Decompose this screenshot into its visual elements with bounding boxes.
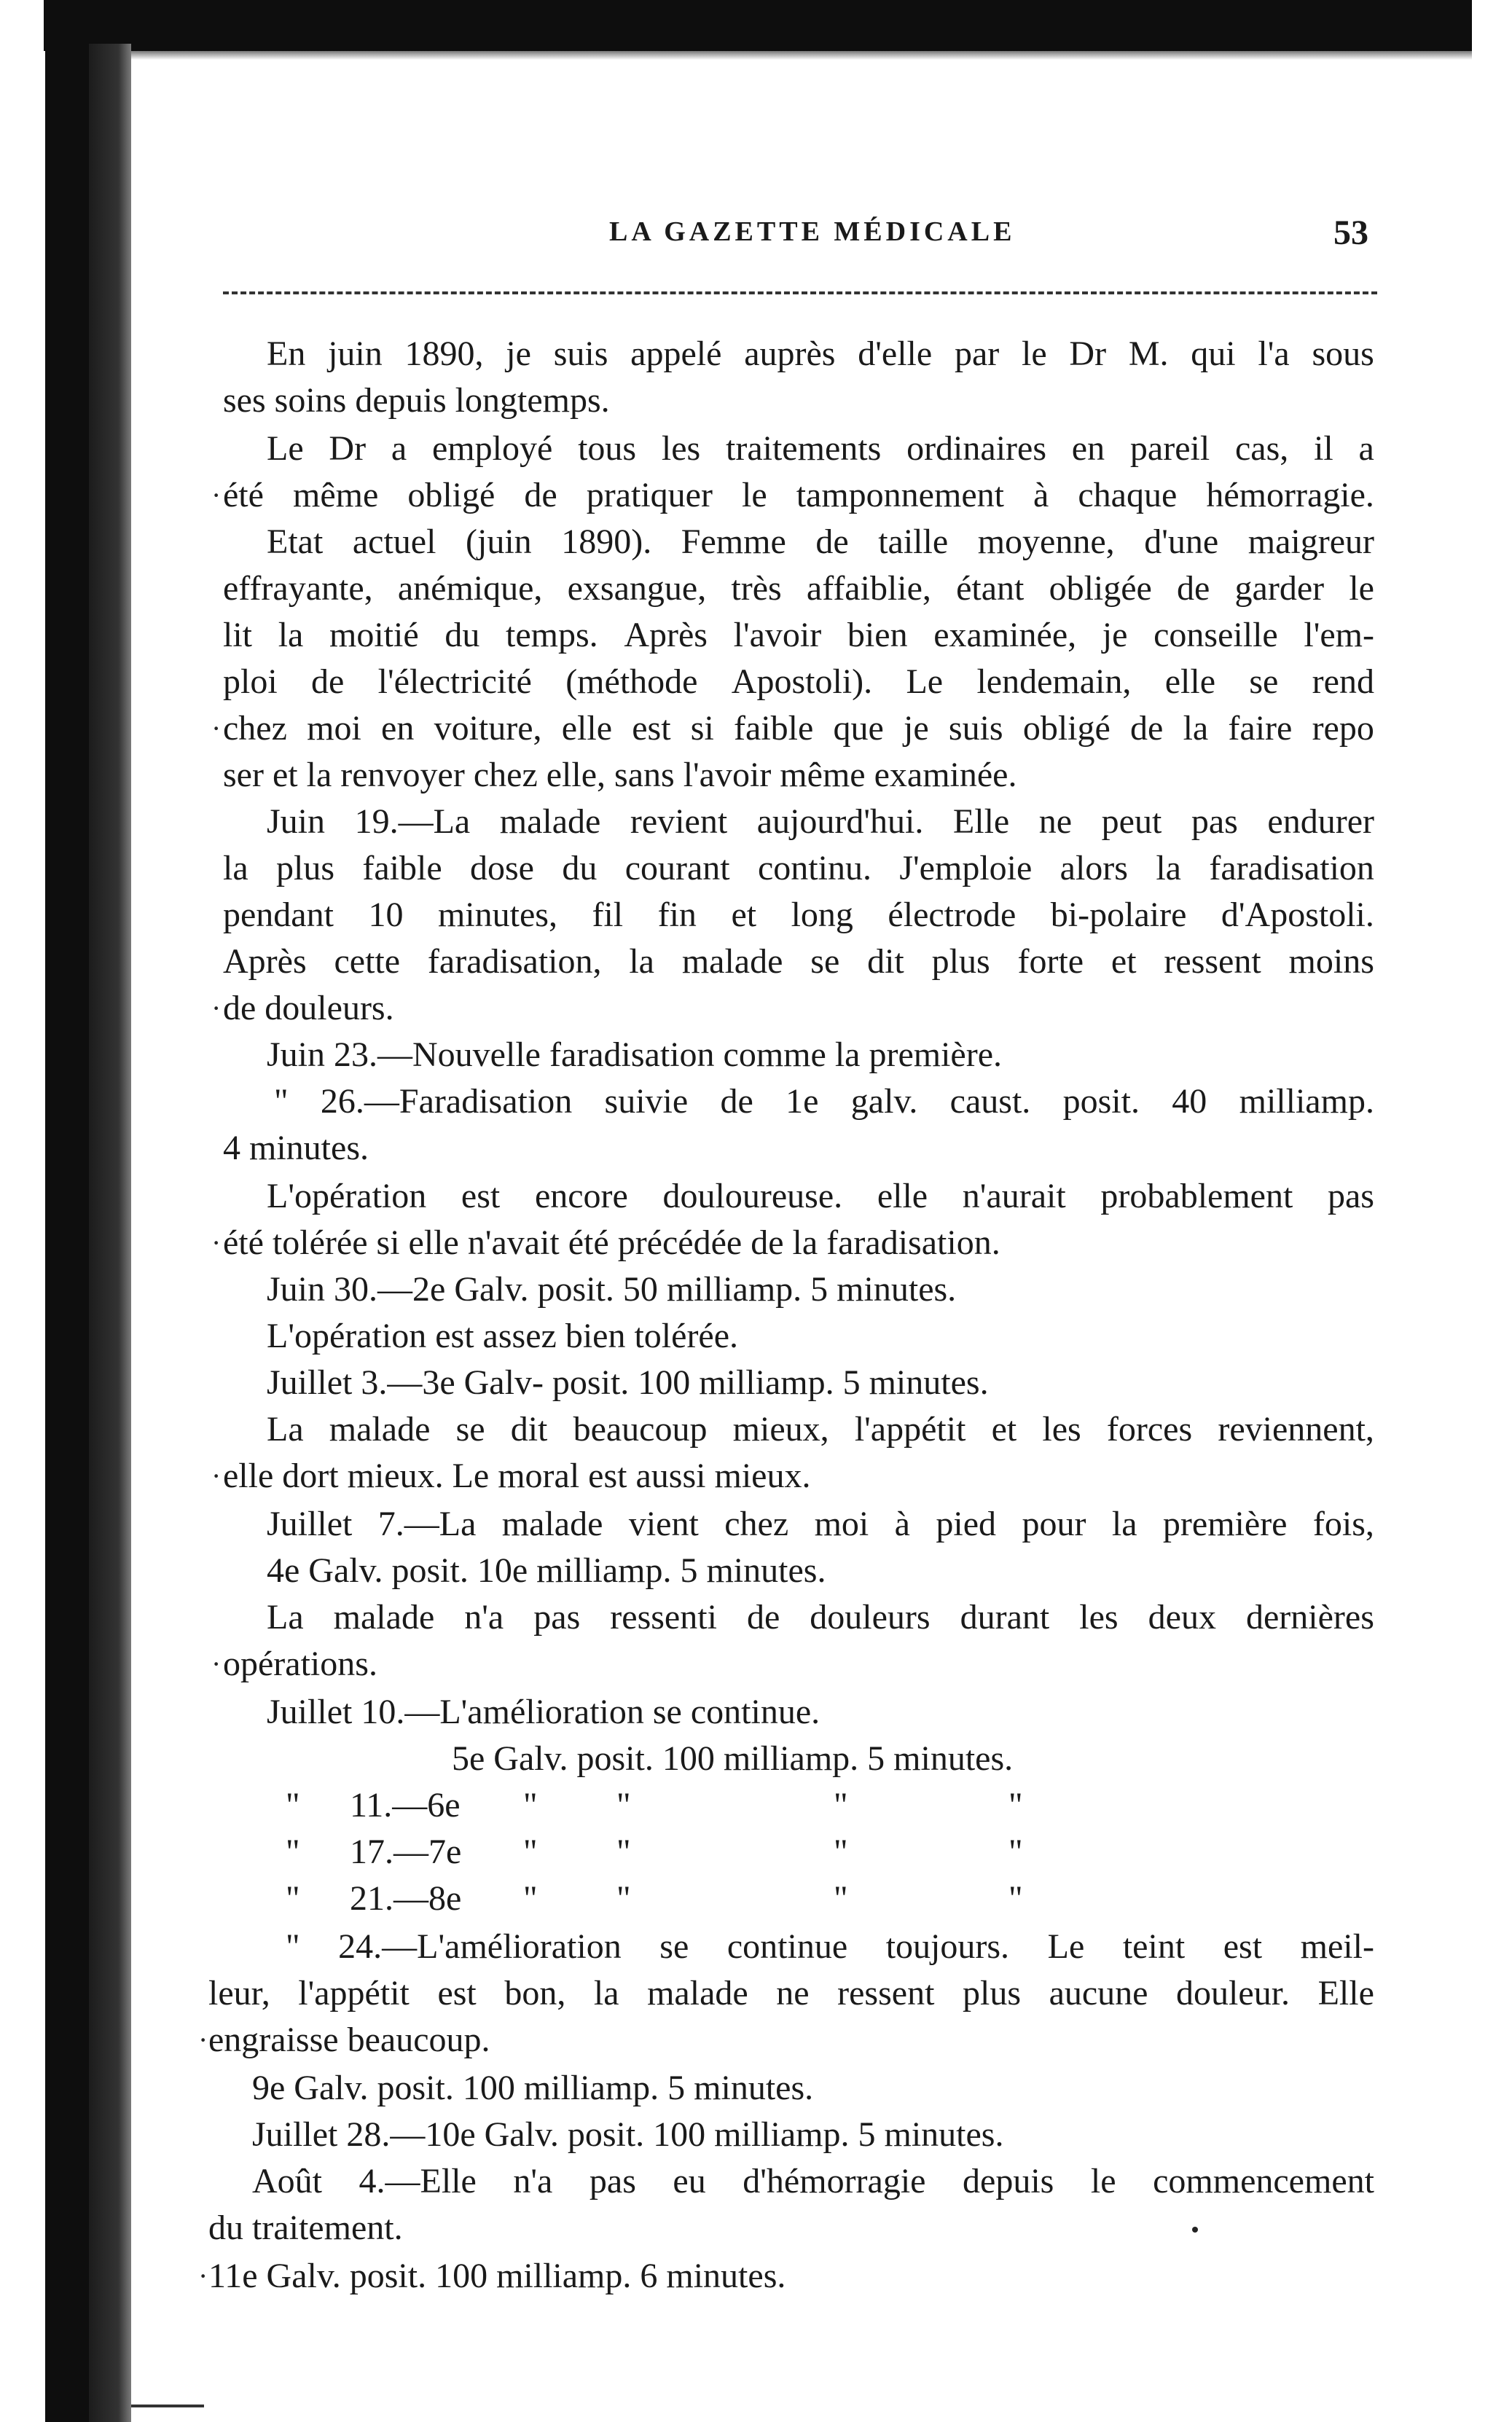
text-line — [223, 845, 1374, 892]
word: en — [381, 709, 415, 748]
word: se — [659, 1927, 689, 1966]
word: l'avoir — [733, 616, 822, 654]
word: deux — [1148, 1598, 1216, 1637]
word: meil- — [1300, 1927, 1374, 1966]
text-line: de douleurs. — [223, 989, 394, 1027]
word: continue — [726, 1927, 848, 1966]
word: beaucoup — [573, 1410, 708, 1449]
running-head — [0, 213, 1512, 259]
word: taille — [878, 522, 949, 561]
text-line — [267, 1501, 1374, 1548]
word: est — [1223, 1927, 1263, 1966]
word: n'a — [464, 1598, 504, 1637]
journal-title: LA GAZETTE MÉDICALE — [609, 216, 1016, 247]
word: continu. — [758, 849, 871, 887]
word: malade — [681, 942, 783, 981]
word: aucune — [1049, 1974, 1148, 2013]
word: étant — [956, 569, 1025, 608]
word: obligé — [1022, 709, 1111, 748]
word: probablement — [1100, 1177, 1293, 1215]
word: elle — [1164, 662, 1215, 701]
word: suivie — [604, 1082, 689, 1121]
word: 10 — [368, 895, 404, 934]
word: minutes, — [437, 895, 557, 934]
word: vient — [628, 1505, 699, 1543]
word: malade — [499, 802, 601, 841]
margin-mark: · — [211, 479, 222, 512]
word: chez — [724, 1505, 789, 1543]
word: douleurs — [810, 1598, 931, 1637]
word: pas — [1328, 1177, 1374, 1215]
word: malade — [333, 1598, 435, 1637]
word: Juin — [267, 802, 326, 841]
word: depuis — [963, 2162, 1054, 2200]
text-line — [267, 1594, 1374, 1641]
word: ressent — [837, 1974, 935, 2013]
word: faradisation — [1209, 849, 1374, 887]
word: 19.—La — [354, 802, 471, 841]
text-line: 9e Galv. posit. 100 milliamp. 5 minutes. — [252, 2069, 814, 2107]
margin-mark: · — [211, 992, 222, 1024]
word: de — [524, 476, 557, 514]
text-line — [267, 519, 1374, 565]
text-line: du traitement. — [208, 2209, 403, 2247]
word: reviennent, — [1218, 1410, 1374, 1449]
word: a — [391, 429, 407, 468]
word: suis — [553, 334, 608, 373]
word: plus — [276, 849, 335, 887]
word: auprès — [744, 334, 836, 373]
word: peut — [1101, 802, 1162, 841]
word: douleur. — [1176, 1974, 1290, 2013]
text-line: Juillet 3.—3e Galv- posit. 100 milliamp. 5 minutes. — [267, 1363, 989, 1402]
word: obligé — [407, 476, 495, 514]
word: bien — [847, 616, 908, 654]
word: malade — [501, 1505, 603, 1543]
word: hémorragie. — [1206, 476, 1374, 514]
word: et — [731, 895, 757, 934]
word: de — [746, 1598, 780, 1637]
word: bi-polaire — [1050, 895, 1187, 934]
word: effrayante, — [223, 569, 373, 608]
word: n'a — [513, 2162, 553, 2200]
word: La — [267, 1410, 304, 1449]
word: d'une — [1144, 522, 1219, 561]
word: il — [1314, 429, 1333, 468]
word: Août — [252, 2162, 322, 2200]
word: Elle — [1317, 1974, 1374, 2013]
word: moins — [1288, 942, 1374, 981]
text-line — [223, 472, 1374, 519]
text-line — [267, 1173, 1374, 1220]
margin-mark: · — [211, 1459, 222, 1492]
word: employé — [431, 429, 553, 468]
word: ne — [776, 1974, 810, 2013]
word: " — [274, 1082, 289, 1121]
word: et — [1111, 942, 1137, 981]
word: M. — [1128, 334, 1169, 373]
word: le — [1349, 569, 1374, 608]
text-line — [223, 565, 1374, 612]
word: obligée — [1049, 569, 1152, 608]
word: (méthode — [565, 662, 698, 701]
word: l'a — [1258, 334, 1290, 373]
word: que — [833, 709, 884, 748]
word: Le — [267, 429, 304, 468]
word: elle — [877, 1177, 928, 1215]
word: pratiquer — [586, 476, 713, 514]
text-line — [223, 892, 1374, 938]
word: la — [278, 616, 304, 654]
margin-mark: · — [198, 2260, 208, 2292]
word: les — [1042, 1410, 1081, 1449]
word: est — [461, 1177, 501, 1215]
header-rule — [223, 291, 1377, 294]
word: la — [629, 942, 654, 981]
word: courant — [624, 849, 730, 887]
word: mieux, — [732, 1410, 829, 1449]
word: la — [593, 1974, 619, 2013]
word: fil — [592, 895, 624, 934]
word: J'emploie — [899, 849, 1033, 887]
word: forte — [1017, 942, 1084, 981]
text-line — [223, 612, 1374, 659]
word: la — [1156, 849, 1181, 887]
scan-border-bottom — [131, 2405, 204, 2407]
word: tous — [578, 429, 637, 468]
text-line: engraisse beaucoup. — [208, 2021, 490, 2059]
word: cas, — [1234, 429, 1289, 468]
word: pour — [1022, 1505, 1086, 1543]
word: n'aurait — [962, 1177, 1066, 1215]
word: si — [690, 709, 714, 748]
word: forces — [1106, 1410, 1193, 1449]
word: plus — [931, 942, 990, 981]
word: faible — [362, 849, 442, 887]
text-line — [274, 1078, 1374, 1125]
word: toujours. — [885, 1927, 1010, 1966]
word: ploi — [223, 662, 278, 701]
word: est — [632, 709, 671, 748]
word: de — [815, 522, 849, 561]
word: pas — [533, 1598, 581, 1637]
text-line — [267, 331, 1374, 377]
word: pareil — [1129, 429, 1210, 468]
word: de — [311, 662, 345, 701]
word: Le — [906, 662, 944, 701]
text-line: opérations. — [223, 1645, 377, 1683]
word: le — [1090, 2162, 1116, 2200]
text-line — [223, 659, 1374, 705]
word: malade — [329, 1410, 431, 1449]
text-line — [267, 799, 1374, 845]
word: actuel — [352, 522, 436, 561]
word: suis — [948, 709, 1003, 748]
word: teint — [1122, 1927, 1186, 1966]
word: pas — [589, 2162, 636, 2200]
word: par — [954, 334, 1000, 373]
word: traitements — [726, 429, 882, 468]
word: commencement — [1153, 2162, 1374, 2200]
word: long — [791, 895, 853, 934]
word: électrode — [888, 895, 1017, 934]
word: la — [1111, 1505, 1137, 1543]
word: temps. — [506, 616, 598, 654]
text-line — [223, 705, 1374, 752]
word: le — [742, 476, 767, 514]
word: pendant — [223, 895, 334, 934]
word: je — [904, 709, 929, 748]
word: du — [562, 849, 598, 887]
word: Dr — [1069, 334, 1107, 373]
word: moi — [814, 1505, 869, 1543]
margin-mark: · — [211, 1647, 222, 1680]
word: les — [1079, 1598, 1119, 1637]
word: 1e — [786, 1082, 819, 1121]
word: du — [444, 616, 480, 654]
word: de — [1130, 709, 1164, 748]
word: été — [223, 476, 264, 514]
margin-mark: · — [211, 712, 222, 745]
word: galv. — [850, 1082, 918, 1121]
word: très — [731, 569, 782, 608]
word: première — [1162, 1505, 1288, 1543]
word: la — [1183, 709, 1209, 748]
word: ressent — [1164, 942, 1261, 981]
word: 26.—Faradisation — [320, 1082, 573, 1121]
word: 4.—Elle — [359, 2162, 477, 2200]
word: l'appétit — [854, 1410, 966, 1449]
word: moi — [307, 709, 361, 748]
word: Après — [223, 942, 307, 981]
word: Etat — [267, 522, 324, 561]
text-line: été tolérée si elle n'avait été précédée de la faradisation. — [223, 1223, 1000, 1262]
word: la — [223, 849, 248, 887]
word: dit — [867, 942, 904, 981]
word: je — [1102, 616, 1128, 654]
word: fin — [657, 895, 697, 934]
text-line: 5e Galv. posit. 100 milliamp. 5 minutes. — [452, 1739, 1014, 1778]
word: Dr — [329, 429, 367, 468]
word: ressenti — [610, 1598, 717, 1637]
word: affaiblie, — [806, 569, 931, 608]
word: 40 — [1172, 1082, 1207, 1121]
word: dernières — [1245, 1598, 1374, 1637]
text-line — [286, 1924, 1374, 1970]
word: l'em- — [1304, 616, 1374, 654]
word: 7.—La — [377, 1505, 477, 1543]
ditto-row: " 17.—7e " " " " — [286, 1833, 1023, 1871]
word: qui — [1191, 334, 1236, 373]
word: garder — [1234, 569, 1325, 608]
text-line: Juillet 10.—L'amélioration se continue. — [267, 1693, 820, 1731]
word: endurer — [1267, 802, 1374, 841]
word: les — [661, 429, 701, 468]
text-line: Juin 30.—2e Galv. posit. 50 milliamp. 5 minutes. — [267, 1270, 957, 1309]
word: pas — [1191, 802, 1238, 841]
word: chez — [223, 709, 287, 748]
word: se — [810, 942, 840, 981]
word: faible — [734, 709, 814, 748]
ditto-row: " 11.—6e " " " " — [286, 1786, 1023, 1825]
word: 1890, — [404, 334, 484, 373]
page-number: 53 — [1333, 213, 1368, 252]
text-line: 4 minutes. — [223, 1129, 369, 1167]
word: je — [506, 334, 531, 373]
word: lit — [223, 616, 253, 654]
word: d'hémorragie — [743, 2162, 926, 2200]
word: à — [894, 1505, 910, 1543]
word: dose — [470, 849, 534, 887]
word: appelé — [630, 334, 722, 373]
word: est — [437, 1974, 477, 2013]
word: maigreur — [1247, 522, 1374, 561]
word: Après — [624, 616, 708, 654]
word: posit. — [1062, 1082, 1140, 1121]
word: dit — [510, 1410, 548, 1449]
word: milliamp. — [1239, 1082, 1374, 1121]
word: 24.—L'amélioration — [338, 1927, 622, 1966]
word: L'opération — [267, 1177, 427, 1215]
word: ne — [1038, 802, 1073, 841]
word: en — [1071, 429, 1105, 468]
word: eu — [673, 2162, 706, 2200]
text-line — [267, 1406, 1374, 1453]
word: moitié — [329, 616, 419, 654]
word: juin — [328, 334, 383, 373]
word: d'Apostoli. — [1221, 895, 1374, 934]
word: Elle — [952, 802, 1010, 841]
word: durant — [960, 1598, 1050, 1637]
word: faire — [1228, 709, 1293, 748]
word: se — [455, 1410, 485, 1449]
word: malade — [647, 1974, 748, 2013]
word: encore — [534, 1177, 628, 1215]
word: 1890). — [561, 522, 652, 561]
word: bon, — [504, 1974, 566, 2013]
word: de — [1177, 569, 1210, 608]
word: faradisation, — [427, 942, 602, 981]
word: leur, — [208, 1974, 270, 2013]
word: se — [1249, 662, 1279, 701]
word: a — [1358, 429, 1374, 468]
word: tamponnement — [796, 476, 1004, 514]
ditto-row: " 21.—8e " " " " — [286, 1879, 1023, 1918]
word: le — [1022, 334, 1047, 373]
text-line: Juillet 28.—10e Galv. posit. 100 milliamp. 5 minutes. — [252, 2115, 1004, 2154]
word: de — [720, 1082, 753, 1121]
word: Femme — [681, 522, 786, 561]
word: moyenne, — [977, 522, 1115, 561]
text-line: 11e Galv. posit. 100 milliamp. 6 minutes. — [208, 2257, 786, 2295]
word: et — [991, 1410, 1017, 1449]
word: plus — [962, 1974, 1021, 2013]
word: d'elle — [858, 334, 933, 373]
word: (juin — [466, 522, 532, 561]
word: elle — [561, 709, 613, 748]
word: fois, — [1312, 1505, 1374, 1543]
word: douloureuse. — [662, 1177, 843, 1215]
word: chaque — [1078, 476, 1178, 514]
word: même — [293, 476, 379, 514]
text-line: ses soins depuis longtemps. — [223, 381, 610, 420]
word: Apostoli). — [731, 662, 873, 701]
word: En — [267, 334, 306, 373]
word: ordinaires — [906, 429, 1046, 468]
word: La — [267, 1598, 304, 1637]
text-line — [267, 426, 1374, 472]
word: pied — [936, 1505, 997, 1543]
word: conseille — [1153, 616, 1278, 654]
margin-mark: · — [198, 2023, 208, 2056]
text-line — [223, 938, 1374, 985]
word: Juillet — [267, 1505, 353, 1543]
word: repo — [1312, 709, 1374, 748]
word: lendemain, — [976, 662, 1132, 701]
word: l'électricité — [377, 662, 532, 701]
word: sous — [1312, 334, 1374, 373]
word: " — [286, 1927, 300, 1966]
word: alors — [1059, 849, 1128, 887]
stray-mark — [1192, 2227, 1198, 2233]
word: Le — [1047, 1927, 1085, 1966]
text-line — [208, 1970, 1374, 2017]
text-line: ser et la renvoyer chez elle, sans l'avoir même examinée. — [223, 756, 1017, 794]
text-line: Juin 23.—Nouvelle faradisation comme la première. — [267, 1035, 1003, 1074]
word: anémique, — [397, 569, 543, 608]
text-line: 4e Galv. posit. 10e milliamp. 5 minutes. — [267, 1551, 826, 1590]
word: rend — [1312, 662, 1374, 701]
text-line: elle dort mieux. Le moral est aussi mieux. — [223, 1457, 811, 1495]
word: à — [1033, 476, 1049, 514]
word: examinée, — [933, 616, 1077, 654]
margin-mark: · — [211, 1226, 222, 1259]
word: caust. — [949, 1082, 1031, 1121]
word: exsangue, — [567, 569, 707, 608]
word: revient — [630, 802, 728, 841]
word: l'appétit — [298, 1974, 410, 2013]
word: cette — [334, 942, 401, 981]
text-line: L'opération est assez bien tolérée. — [267, 1317, 739, 1355]
word: voiture, — [434, 709, 542, 748]
text-line — [252, 2158, 1374, 2205]
word: aujourd'hui. — [756, 802, 924, 841]
